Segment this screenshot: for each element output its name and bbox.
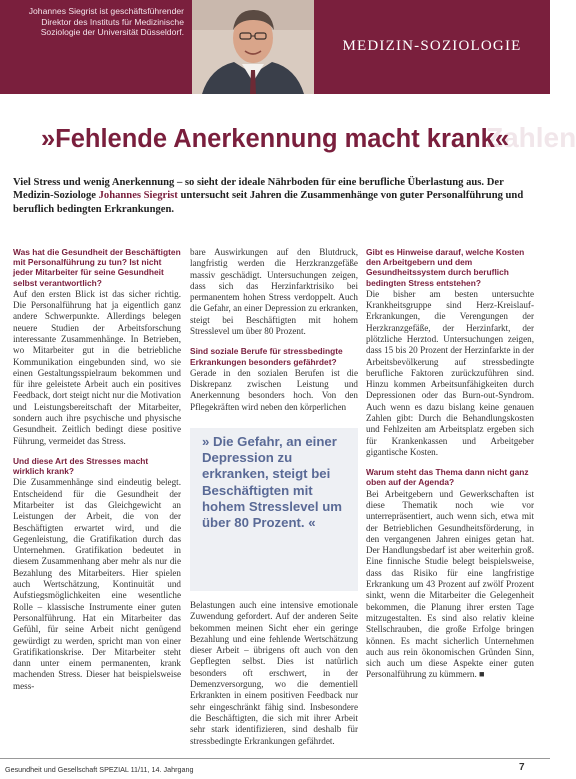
column-left	[13, 247, 181, 701]
column-middle-continued	[190, 600, 358, 756]
interview-question: Gibt es Hinweise darauf, welche Kosten den Arbeitgebern und dem Gesundheitssystem durch beruflich bedingten Stress entstehen?	[366, 247, 525, 288]
page-footer	[0, 758, 550, 779]
interview-question: Sind soziale Berufe für stressbedingte Erkrankungen besonders gefährdet?	[190, 346, 343, 367]
interview-answer: bare Auswirkungen auf den Blutdruck, langfristig werden die Herzkranzgefäße massiv geschädigt. Untersuchungen zeigen, dass sich das Herzinfarktrisiko bei permanentem hohen Stress verdoppelt. Auch die Gefahr, an einer Depression zu erkranken, steigt bei Beschäftigten mit hohem Stresslevel um über 80 Prozent.	[190, 247, 358, 337]
article-intro	[13, 176, 535, 216]
page-number: 7	[519, 762, 525, 773]
interview-answer: Die bisher am besten untersuchte Krankheitsgruppe sind Herz-Kreislauf-Erkrankungen, die Verengungen der Herzkranzgefäße, der Herzinfarkt, der plötzliche Herztod. Untersuchungen zeigen, dass 15 bis 20 Prozent der Herzinfarkte in der Arbeitsbevölkerung auf stressbedingte berufliche Faktoren zurückzuführen sind. Hinzu kommen Arbeitsunfähigkeiten durch Depressionen oder das Burn-out-Syndrom. Auch wenn es dazu bislang keine genauen Zahlen gibt: Durch die Behandlungskosten und Fehlzeiten am Arbeitsplatz ergeben sich für Krankenkassen und Arbeitgeber gigantische Kosten.	[366, 288, 534, 457]
pull-quote-box	[190, 428, 358, 591]
intro-text-end: untersucht seit Jahren die Zusammenhänge von guter Personalführung und beruflich bedingten Erkrankungen.	[13, 190, 524, 215]
column-right	[366, 247, 534, 690]
interview-answer: Die Zusammenhänge sind eindeutig belegt. Entscheidend für die Gesundheit der Mitarbeiter ist das Gleichgewicht an Leistungen der Arbeit, die von der Beschäftigten erwartet wird, und die Gegenleistung, die Gratifikation durch das Unternehmen. Gratifikation bedeutet in diesem Zusammenhang aber mehr als nur die Bezahlung des Mitarbeiters. Hier spielen auch Wertschätzung, Kontinuität und Aufstiegsmöglichkeiten eine wesentliche Rolle – klassische Instrumente einer guten Personalführung. Hat ein Mitarbeiter das Gefühl, für seine Arbeit nicht genügend gewürdigt zu werden, spricht man von einer Gratifikationskrise. Der Mitarbeiter steht dann unter einem permanenten, krank machenden Stress. Dieser hat beispielsweise mess-	[13, 477, 181, 691]
background-watermark: Zahlen	[486, 122, 576, 153]
interview-answer: Auf den ersten Blick ist das sicher richtig. Die Personalführung hat ja eigentlich ganz andere Schwerpunkte. Allerdings belegen neuere Studien der Arbeitsforschung interessante Zusammenhänge. In Betrieben, wo Mitarbeiter gut in die betriebliche Kommunikation eingebunden sind, wo sie einen Gestaltungsspielraum bekommen und für ihre geleistete Arbeit auch ein positives Feedback, dort steigt nicht nur die Motivation und Leistungsbereitschaft der Mitarbeiter, sondern auch ihre psychische und physische Gesundheit. Zeitlich bedingt diese positive Führung, vermeidet das Stress.	[13, 288, 181, 446]
section-title: MEDIZIN-SOZIOLOGIE	[342, 38, 522, 54]
interview-answer: Belastungen auch eine intensive emotionale Zuwendung gefordert. Auf der anderen Seite bekommen meinen Sicht eher ein geringe Bezahlung und eine fehlende Wertschätzung dieser Arbeit – übrigens oft auch von den Gepflegten selbst. Dies ist natürlich besonders oft erschwert, in der Demenzversorgung, wo die dementiell Erkrankten in einem positiven Feedback nur sehr eingeschränkt fähig sind. Insbesondere die Beschäftigten, die sich mit ihrer Arbeit sehr stark identifizieren, sind deshalb für stressbedingte Erkrankungen gefährdet.	[190, 600, 358, 746]
interview-answer: Bei Arbeitgebern und Gewerkschaften ist diese Thematik noch wie vor unterrepräsentiert, auch wenn sich, etwa mit der Betrieblichen Gesundheitsförderung, in den vergangenen Jahren einiges getan hat. Der Handlungsbedarf ist aber weiterhin groß. Eine finnische Studie belegt beispielsweise, dass das Risiko für eine langfristige Erkrankung um 43 Prozent auf zwölf Prozent sinkt, wenn die Mitarbeiter die Gelegenheit bekommen, die Planung ihrer ersten Tage mitzugestalten. Es sind also relativ kleine Stellschrauben, die große Erfolge bringen können. Es macht sicherlich Unternehmen auch aus rein ökonomischen Gründen Sinn, sich auch um diese Aspekte einer guten Personalführung zu kümmern. ■	[366, 488, 534, 680]
publication-info: Gesundheit und Gesellschaft SPEZIAL 11/11, 14. Jahrgang	[5, 765, 194, 774]
pull-quote: » Die Gefahr, an einer Depression zu erkranken, steigt bei Beschäftigten mit hohem Stresslevel um über 80 Prozent. «	[202, 434, 342, 531]
intro-author-name: Johannes Siegrist	[98, 190, 178, 202]
interview-answer: Gerade in den sozialen Berufen ist die Diskrepanz zwischen Leistung und Anerkennung besonders hoch. Von den Pflegekräften wird neben den körperlichen	[190, 367, 358, 412]
column-middle	[190, 247, 358, 422]
author-portrait	[192, 0, 314, 94]
author-caption: Johannes Siegrist ist geschäftsführender Direktor des Instituts für Medizinische Soziologie der Universität Düsseldorf.	[28, 6, 184, 38]
intro-text-start: Viel Stress und wenig Anerkennung – so sieht der ideale Nährboden für eine berufliche Überlastung aus. Der Medizin-Soziologe	[13, 177, 504, 202]
portrait-image	[192, 0, 314, 94]
interview-question: Was hat die Gesundheit der Beschäftigten mit Personalführung zu tun? Ist nicht jeder Mitarbeiter für seine Gesundheit selbst verantwortlich?	[13, 247, 181, 288]
header-banner	[0, 0, 550, 94]
article-title: »Fehlende Anerkennung macht krank«	[40, 125, 510, 153]
interview-question: Und diese Art des Stresses macht wirklich krank?	[13, 455, 149, 477]
interview-question: Warum steht das Thema dann nicht ganz oben auf der Agenda?	[366, 467, 529, 488]
